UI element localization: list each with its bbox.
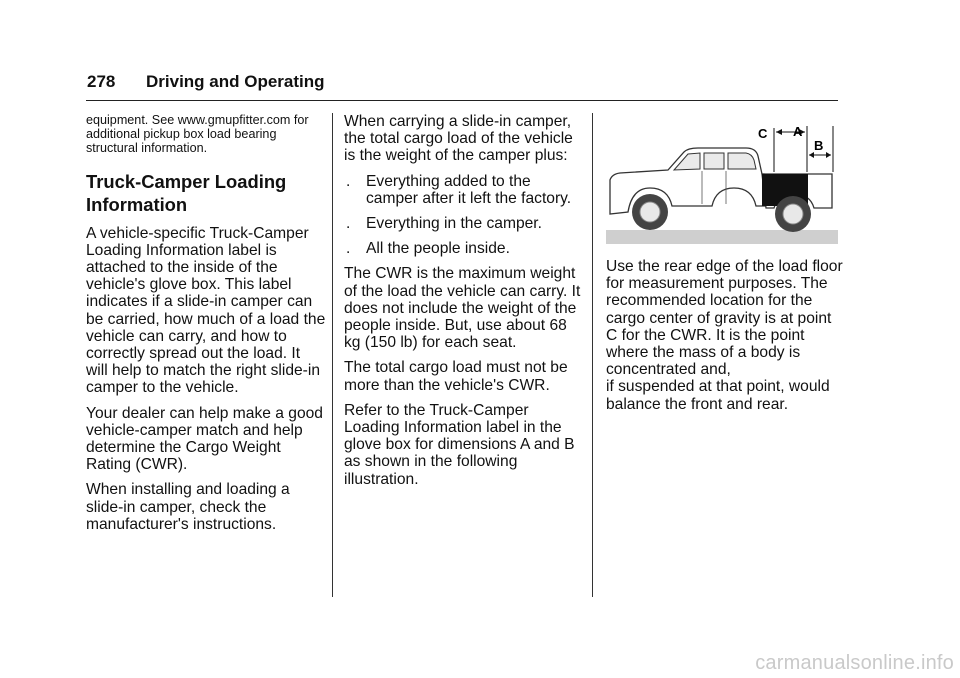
column-middle	[344, 113, 584, 496]
bullet-list	[344, 173, 584, 258]
section-heading: Truck-Camper Loading Information	[86, 170, 287, 216]
list-item	[344, 215, 584, 232]
dimension-a-arrow	[776, 129, 782, 135]
column-divider-left	[332, 113, 333, 597]
ground-strip	[606, 230, 838, 244]
list-item	[344, 240, 584, 257]
bullet-marker: .	[346, 215, 351, 233]
list-item	[344, 173, 584, 207]
front-wheel	[632, 194, 668, 230]
bullet-marker: .	[346, 172, 351, 190]
page-header	[86, 70, 838, 101]
body-paragraph: The CWR is the maximum weight of the load the vehicle can carry. It does not include the weight of the people inside. But, use about 68 kg (150 lb) for each seat.	[344, 265, 581, 352]
label-c: C	[758, 126, 768, 141]
dimension-b-arrow	[826, 152, 831, 158]
column-divider-right	[592, 113, 593, 597]
body-paragraph: Refer to the Truck-Camper Loading Information label in the glove box for dimensions A and B as shown in the following illustration.	[344, 401, 575, 488]
body-paragraph: Your dealer can help make a good vehicle-camper match and help determine the Cargo Weight Rating (CWR).	[86, 404, 323, 474]
body-paragraph: Use the rear edge of the load floor for measurement purposes. The recommended location for the cargo center of gravity is at point C for the CWR. It is the point where the mass of a body is concentrated and,	[606, 258, 843, 379]
page-number: 278	[87, 72, 116, 91]
section-title: Driving and Operating	[146, 72, 325, 91]
body-paragraph: A vehicle-specific Truck-Camper Loading Information label is attached to the inside of the vehicle's glove box. This label indicates if a slide-in camper can be carried, how much of a load the vehicle can carry, and how to correctly spread out the load. It will help to match the right slide-in camper to the vehicle.	[86, 224, 326, 397]
middle-window	[704, 153, 724, 169]
label-a: A	[793, 124, 803, 139]
body-paragraph: if suspended at that point, would balance the front and rear.	[606, 378, 830, 413]
intro-paragraph: equipment. See www.gmupfitter.com for additional pickup box load bearing structural information.	[86, 113, 309, 156]
label-b: B	[814, 138, 824, 153]
column-left	[86, 113, 326, 541]
body-paragraph: When installing and loading a slide-in camper, check the manufacturer's instructions.	[86, 481, 290, 533]
rear-wheel	[775, 196, 811, 232]
list-item-text: All the people inside.	[366, 240, 510, 258]
list-item-text: Everything in the camper.	[366, 215, 542, 233]
rear-window	[728, 153, 756, 169]
watermark: carmanualsonline.info	[755, 652, 954, 674]
body-paragraph: The total cargo load must not be more than the vehicle's CWR.	[344, 359, 568, 394]
bullet-marker: .	[346, 240, 351, 258]
lead-paragraph: When carrying a slide-in camper, the total cargo load of the vehicle is the weight of the camper plus:	[344, 113, 573, 165]
list-item-text: Everything added to the camper after it left the factory.	[366, 172, 572, 207]
truck-camper-illustration	[606, 124, 838, 248]
column-right	[606, 258, 846, 421]
